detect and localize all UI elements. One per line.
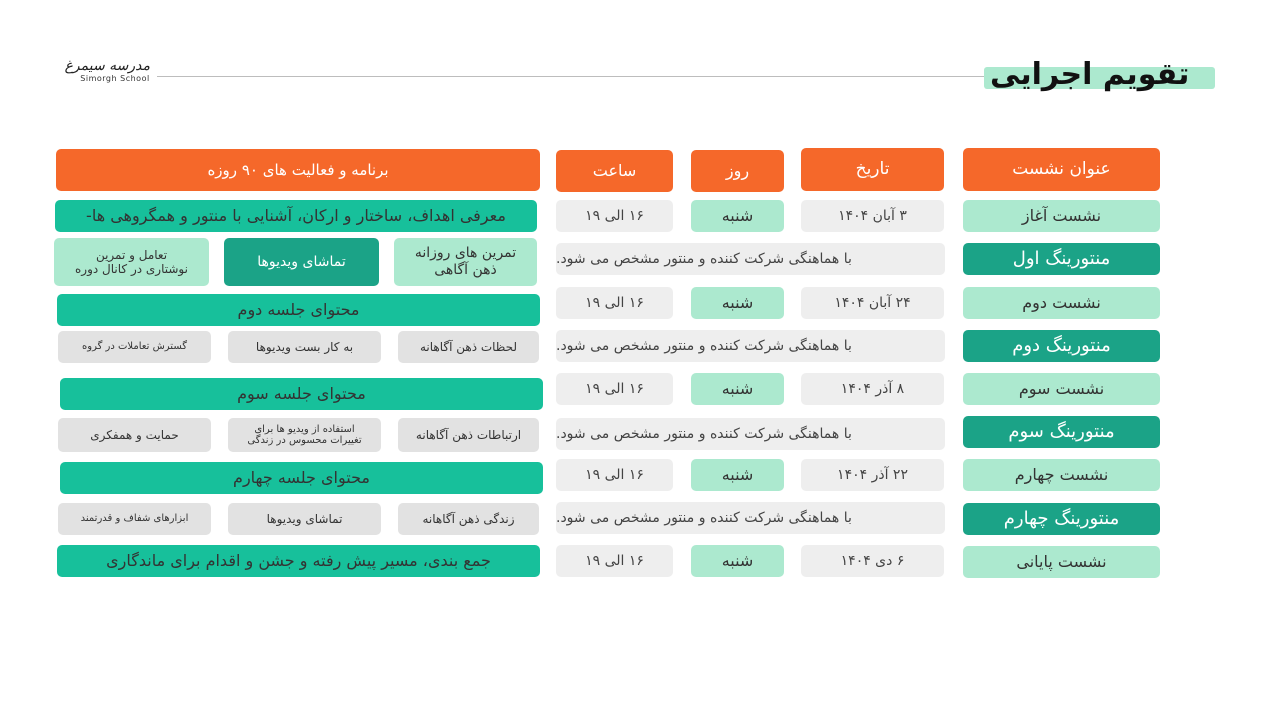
program-cell: محتوای جلسه دوم [57,294,540,326]
day-cell: شنبه [691,545,784,577]
session-title-cell: نشست پایانی [963,546,1160,578]
time-cell: ۱۶ الی ۱۹ [556,373,673,405]
activity-cell: به کار بست ویدیوها [228,331,381,363]
mentoring-title-cell: منتورینگ سوم [963,416,1160,448]
activity-cell: تماشای ویدیوها [228,503,381,535]
activity-cell: گسترش تعاملات در گروه [58,331,211,363]
header-session-title: عنوان نشست [963,148,1160,191]
mentoring-title-cell: منتورینگ دوم [963,330,1160,362]
header-time: ساعت [556,150,673,192]
time-cell: ۱۶ الی ۱۹ [556,459,673,491]
session-title-cell: نشست دوم [963,287,1160,319]
program-cell: جمع بندی، مسیر پیش رفته و جشن و اقدام برای ماندگاری [57,545,540,577]
date-cell: ۲۲ آذر ۱۴۰۴ [801,459,944,491]
day-cell: شنبه [691,459,784,491]
date-cell: ۳ آبان ۱۴۰۴ [801,200,944,232]
mentoring-title-cell: منتورینگ چهارم [963,503,1160,535]
time-cell: ۱۶ الی ۱۹ [556,287,673,319]
header-date: تاریخ [801,148,944,191]
time-cell: ۱۶ الی ۱۹ [556,200,673,232]
day-cell: شنبه [691,200,784,232]
date-cell: ۲۴ آبان ۱۴۰۴ [801,287,944,319]
program-cell: محتوای جلسه چهارم [60,462,543,494]
logo-subtext: Simorgh School [80,74,150,83]
logo [64,58,150,96]
session-title-cell: نشست آغاز [963,200,1160,232]
date-cell: ۶ دی ۱۴۰۴ [801,545,944,577]
program-cell: محتوای جلسه سوم [60,378,543,410]
mentoring-note: با هماهنگی شرکت کننده و منتور مشخص می شود. [556,418,945,450]
activity-cell: استفاده از ویدیو ها برای تغییرات محسوس در زندگی [228,418,381,452]
activity-cell: تماشای ویدیوها [224,238,379,286]
page-title: تقویم اجرایی [990,56,1190,92]
session-title-cell: نشست چهارم [963,459,1160,491]
activity-cell: ابزارهای شفاف و قدرتمند [58,503,211,535]
program-cell: معرفی اهداف، ساختار و ارکان، آشنایی با منتور و همگروهی ها- [55,200,537,232]
header-program: برنامه و فعالیت های ۹۰ روزه [56,149,540,191]
time-cell: ۱۶ الی ۱۹ [556,545,673,577]
mentoring-note: با هماهنگی شرکت کننده و منتور مشخص می شود. [556,330,945,362]
activity-cell: تعامل و تمرین نوشتاری در کانال دوره [54,238,209,286]
mentoring-note: با هماهنگی شرکت کننده و منتور مشخص می شود. [556,502,945,534]
activity-cell: تمرین های روزانه ذهن آگاهی [394,238,537,286]
activity-cell: حمایت و همفکری [58,418,211,452]
header-day: روز [691,150,784,192]
day-cell: شنبه [691,373,784,405]
header-rule [157,76,987,77]
mentoring-note: با هماهنگی شرکت کننده و منتور مشخص می شود. [556,243,945,275]
date-cell: ۸ آذر ۱۴۰۴ [801,373,944,405]
activity-cell: زندگی ذهن آگاهانه [398,503,539,535]
mentoring-title-cell: منتورینگ اول [963,243,1160,275]
session-title-cell: نشست سوم [963,373,1160,405]
activity-cell: لحظات ذهن آگاهانه [398,331,539,363]
day-cell: شنبه [691,287,784,319]
logo-text: مدرسه سیمرغ [64,58,150,74]
activity-cell: ارتباطات ذهن آگاهانه [398,418,539,452]
